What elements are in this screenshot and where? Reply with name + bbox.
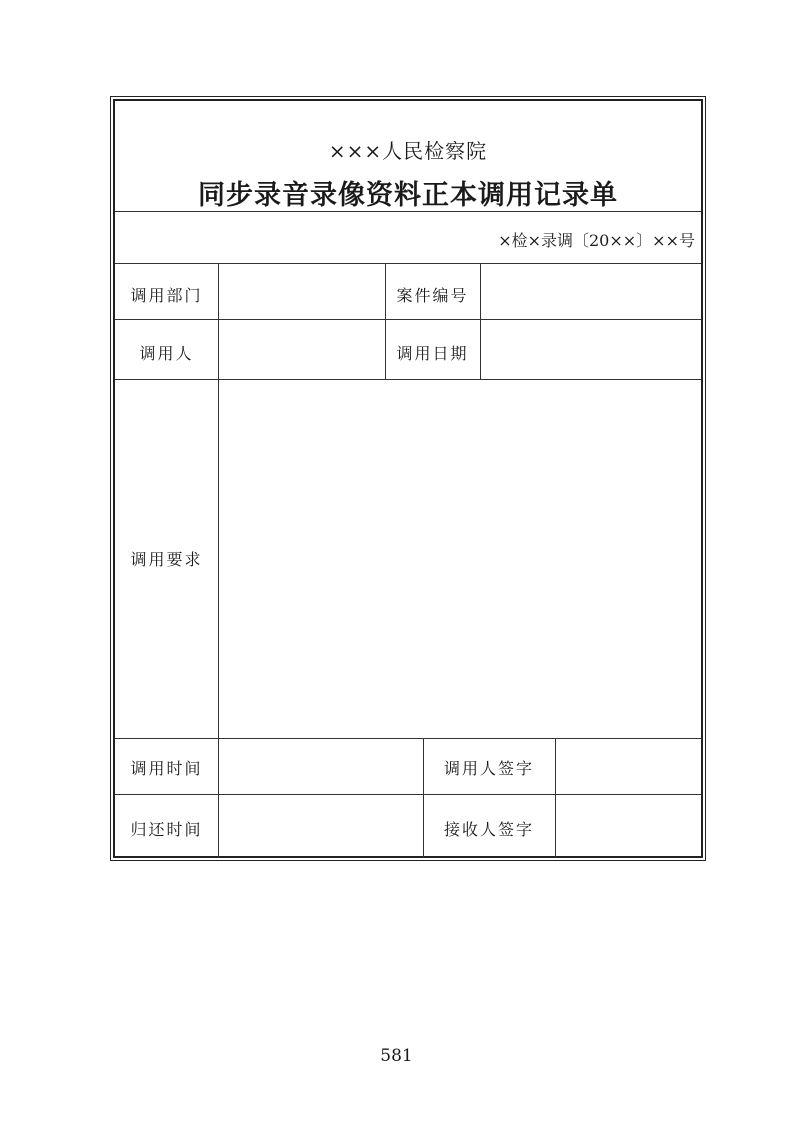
label-receiver-signature: 接收人签字 <box>443 820 534 839</box>
row1-divider <box>115 319 701 320</box>
row2-divider <box>115 379 701 380</box>
label-case-number: 案件编号 <box>396 286 469 305</box>
col-divider-upper-1 <box>218 263 219 379</box>
label-requirement: 调用要求 <box>130 550 203 569</box>
form-inner-border <box>114 100 702 857</box>
col-divider-upper-2 <box>385 263 386 379</box>
col-divider-upper-3 <box>480 263 481 379</box>
label-person-signature: 调用人签字 <box>443 759 534 778</box>
label-return-time: 归还时间 <box>130 820 203 839</box>
org-name: ×××人民检察院 <box>328 139 488 163</box>
col-divider-lower-2 <box>423 738 424 858</box>
docno-divider <box>115 263 701 264</box>
col-divider-lower-1 <box>218 738 219 858</box>
label-date: 调用日期 <box>396 344 469 363</box>
col-divider-lower-3 <box>555 738 556 858</box>
requirement-divider <box>115 738 701 739</box>
record-form <box>110 96 706 861</box>
document-number: ×检×录调〔20××〕××号 <box>498 231 695 250</box>
row-time-divider <box>115 794 701 795</box>
label-dept: 调用部门 <box>130 286 203 305</box>
col-divider-requirement <box>218 379 219 738</box>
page-number: 581 <box>380 1046 413 1066</box>
label-time: 调用时间 <box>130 759 203 778</box>
header-divider <box>115 211 701 212</box>
label-person: 调用人 <box>139 344 194 363</box>
form-title: 同步录音录像资料正本调用记录单 <box>198 180 618 211</box>
